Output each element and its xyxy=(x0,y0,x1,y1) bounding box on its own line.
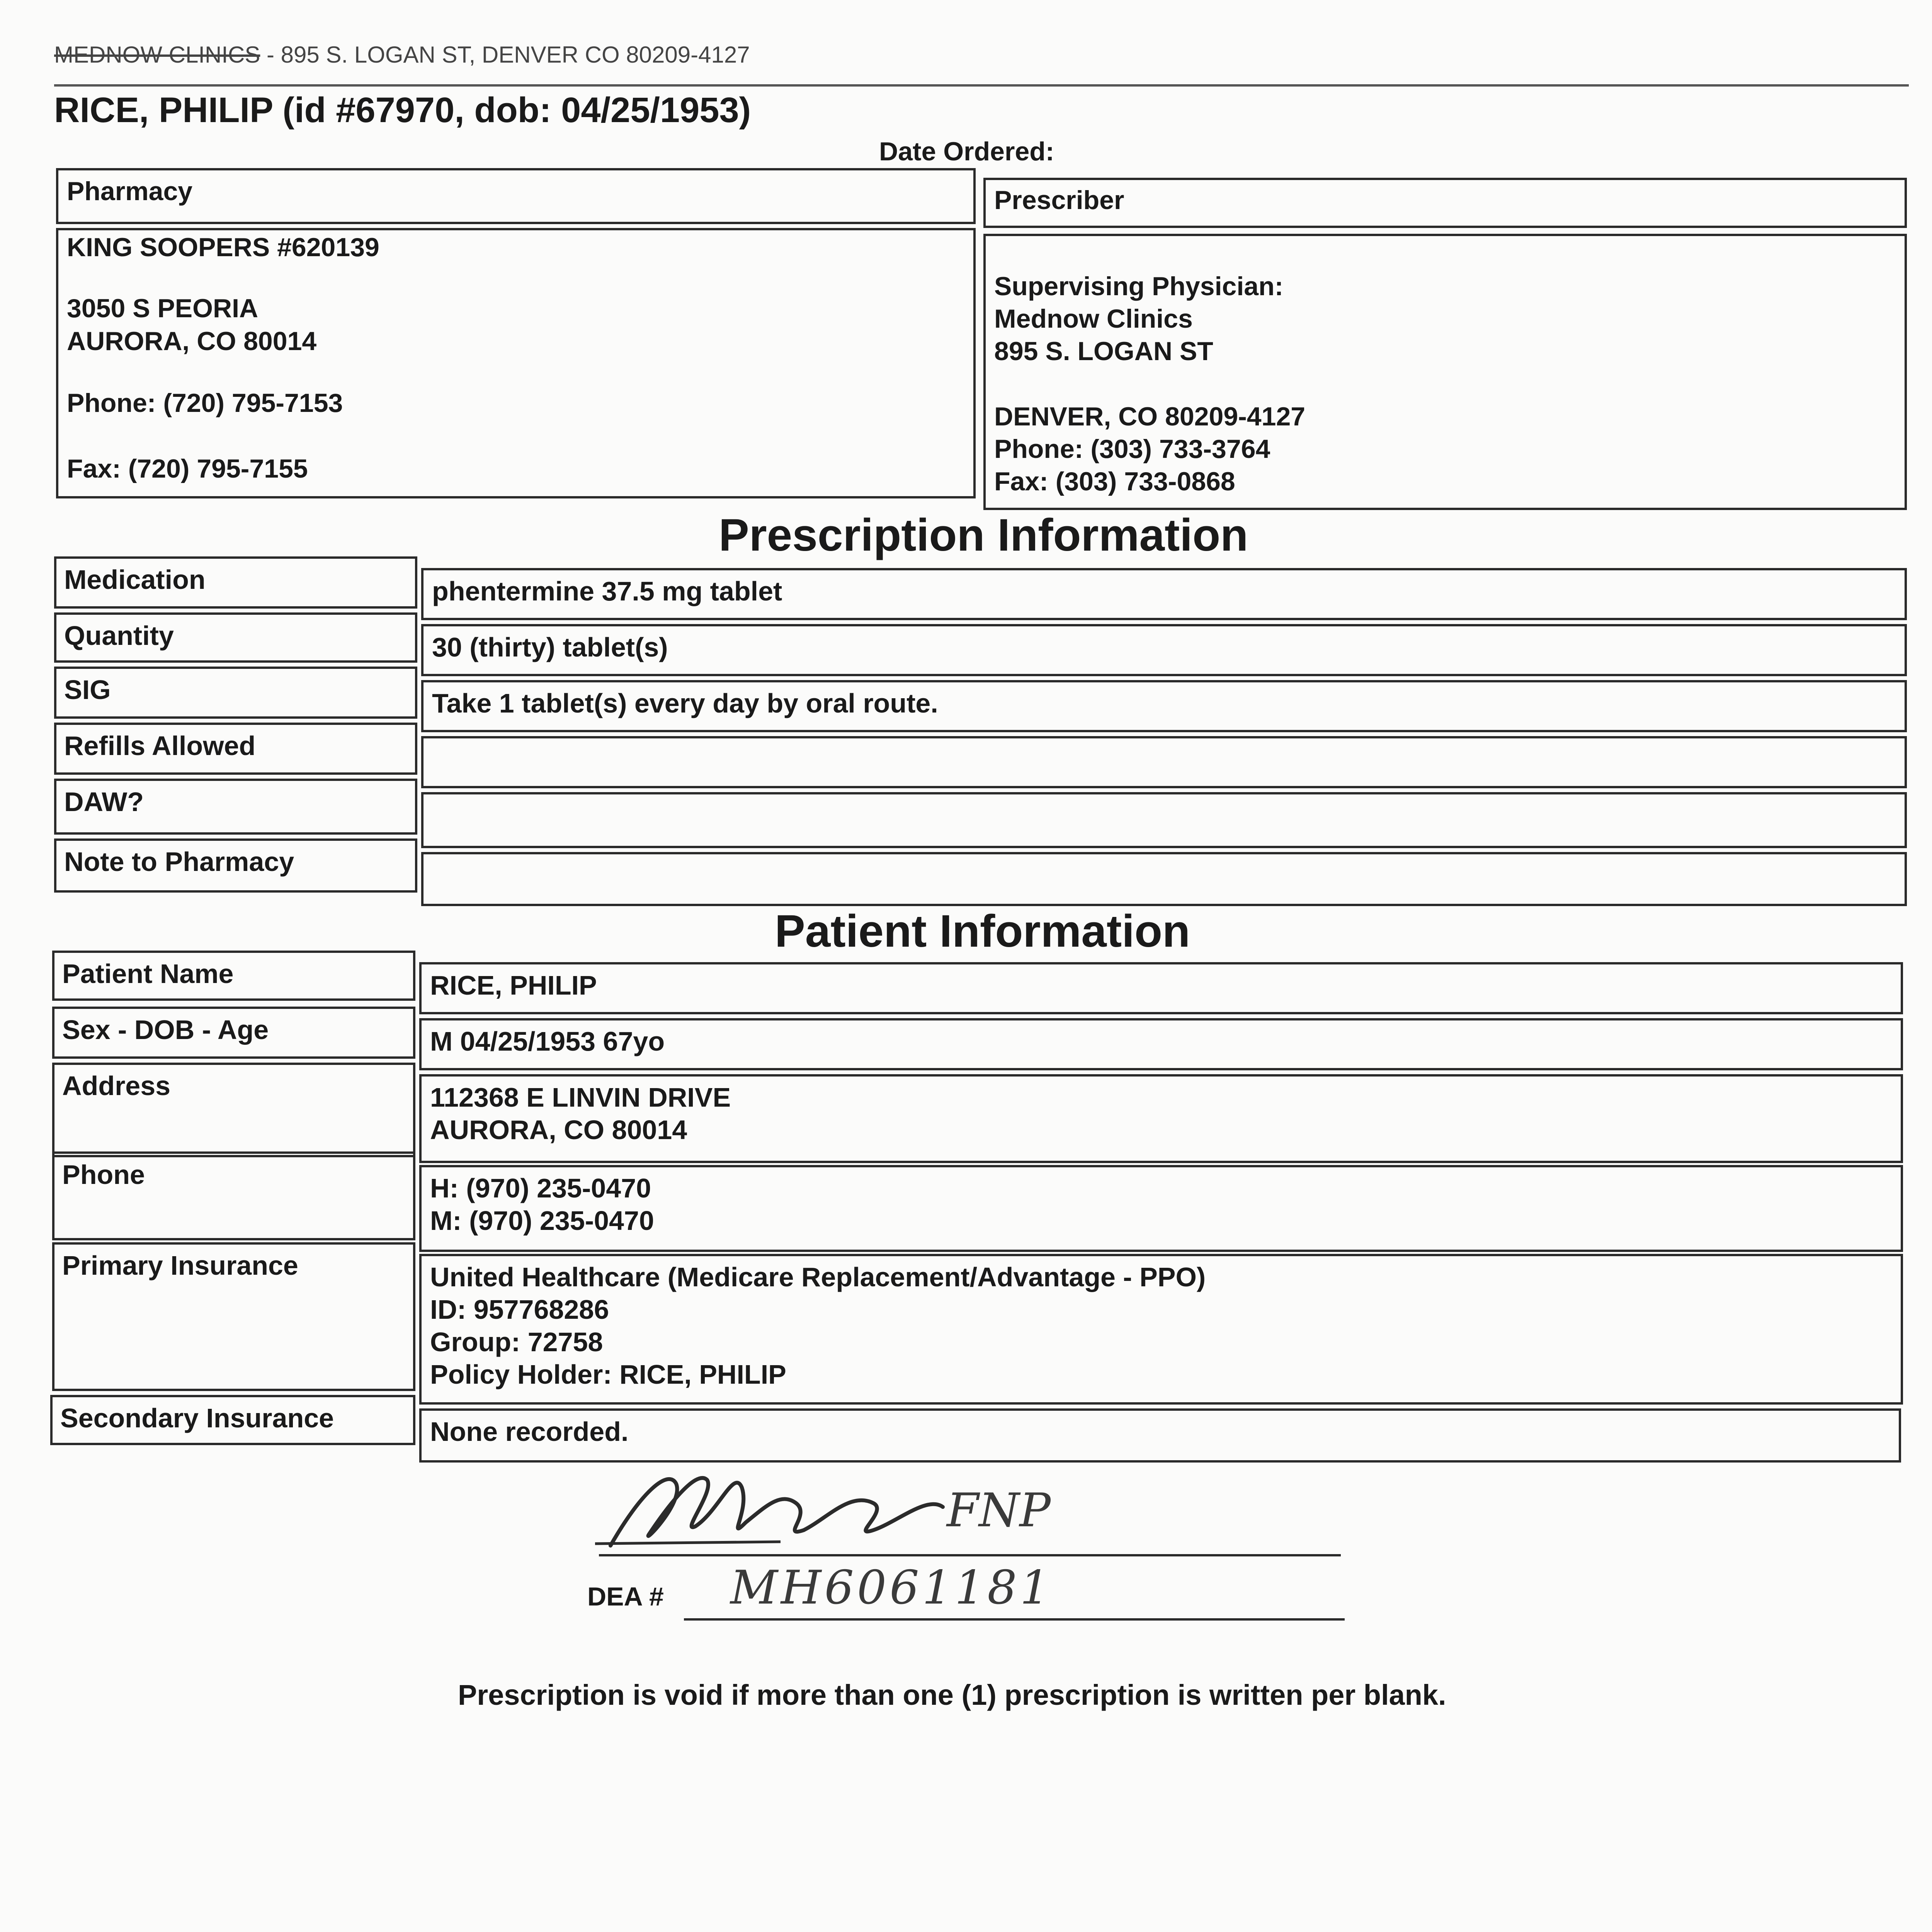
pharmacy-name: KING SOOPERS #620139 xyxy=(67,233,379,262)
primary-insurance-line1: United Healthcare (Medicare Replacement/Advantage - PPO) xyxy=(430,1262,1206,1292)
prescriber-heading: Prescriber xyxy=(994,185,1124,215)
rx-value-refills xyxy=(421,736,1907,788)
rx-label-quantity: Quantity xyxy=(54,612,417,663)
primary-insurance-line2: ID: 957768286 xyxy=(430,1294,609,1325)
pharmacy-details-box xyxy=(56,228,976,498)
footer-void-note: Prescription is void if more than one (1) prescription is written per blank. xyxy=(458,1679,1446,1711)
patient-value-secondary-insurance: None recorded. xyxy=(419,1408,1901,1463)
pharmacy-fax: Fax: (720) 795-7155 xyxy=(67,454,308,483)
rx-label-refills: Refills Allowed xyxy=(54,723,417,775)
rx-value-quantity: 30 (thirty) tablet(s) xyxy=(421,624,1907,676)
letterhead xyxy=(54,39,750,71)
signature-line xyxy=(599,1554,1341,1556)
patient-header: RICE, PHILIP (id #67970, dob: 04/25/1953) xyxy=(54,90,751,130)
patient-label-name: Patient Name xyxy=(52,951,415,1001)
patient-label-primary-insurance: Primary Insurance xyxy=(52,1242,415,1391)
patient-address-line2: AURORA, CO 80014 xyxy=(430,1115,687,1145)
rx-value-medication: phentermine 37.5 mg tablet xyxy=(421,568,1907,620)
signature-credential: FNP xyxy=(947,1484,1051,1537)
patient-label-address: Address xyxy=(52,1063,415,1157)
patient-value-primary-insurance xyxy=(419,1254,1903,1405)
rx-value-note xyxy=(421,852,1907,906)
pharmacy-address-line2: AURORA, CO 80014 xyxy=(67,327,317,356)
patient-label-secondary-insurance: Secondary Insurance xyxy=(50,1395,415,1445)
patient-value-phone xyxy=(419,1165,1903,1252)
patient-label-phone: Phone xyxy=(52,1151,415,1240)
dea-number: MH6061181 xyxy=(730,1561,1053,1615)
patient-value-name: RICE, PHILIP xyxy=(419,962,1903,1014)
prescriber-details-box xyxy=(983,234,1907,510)
patient-phone-home: H: (970) 235-0470 xyxy=(430,1173,651,1203)
prescriber-fax: Fax: (303) 733-0868 xyxy=(994,467,1235,496)
pharmacy-address-line1: 3050 S PEORIA xyxy=(67,294,259,323)
header-divider xyxy=(54,84,1909,87)
patient-label-sdob: Sex - DOB - Age xyxy=(52,1007,415,1059)
letterhead-clinic: MEDNOW CLINICS xyxy=(54,42,260,68)
prescriber-phone: Phone: (303) 733-3764 xyxy=(994,434,1270,464)
patient-phone-mobile: M: (970) 235-0470 xyxy=(430,1206,654,1236)
prescription-section-title: Prescription Information xyxy=(719,510,1248,561)
rx-label-medication: Medication xyxy=(54,556,417,609)
pharmacy-heading: Pharmacy xyxy=(67,177,193,206)
rx-label-sig: SIG xyxy=(54,667,417,719)
prescriber-supervising: Supervising Physician: xyxy=(994,272,1284,301)
patient-section-title: Patient Information xyxy=(775,906,1190,957)
prescriber-clinic: Mednow Clinics xyxy=(994,304,1193,333)
patient-value-sdob: M 04/25/1953 67yo xyxy=(419,1018,1903,1070)
patient-address-line1: 112368 E LINVIN DRIVE xyxy=(430,1082,731,1112)
prescriber-street: 895 S. LOGAN ST xyxy=(994,337,1213,366)
patient-value-address xyxy=(419,1074,1903,1163)
prescriber-city: DENVER, CO 80209-4127 xyxy=(994,402,1306,431)
dea-line xyxy=(684,1618,1345,1621)
dea-label: DEA # xyxy=(587,1582,664,1611)
primary-insurance-line3: Group: 72758 xyxy=(430,1327,603,1357)
prescriber-heading-box xyxy=(983,178,1907,228)
date-ordered-label: Date Ordered: xyxy=(879,137,1054,166)
pharmacy-heading-box xyxy=(56,168,976,224)
rx-value-daw xyxy=(421,792,1907,848)
primary-insurance-line4: Policy Holder: RICE, PHILIP xyxy=(430,1359,786,1389)
rx-label-daw: DAW? xyxy=(54,779,417,835)
letterhead-address: - 895 S. LOGAN ST, DENVER CO 80209-4127 xyxy=(267,42,750,68)
rx-label-note: Note to Pharmacy xyxy=(54,838,417,893)
rx-value-sig: Take 1 tablet(s) every day by oral route. xyxy=(421,680,1907,732)
pharmacy-phone: Phone: (720) 795-7153 xyxy=(67,388,343,418)
